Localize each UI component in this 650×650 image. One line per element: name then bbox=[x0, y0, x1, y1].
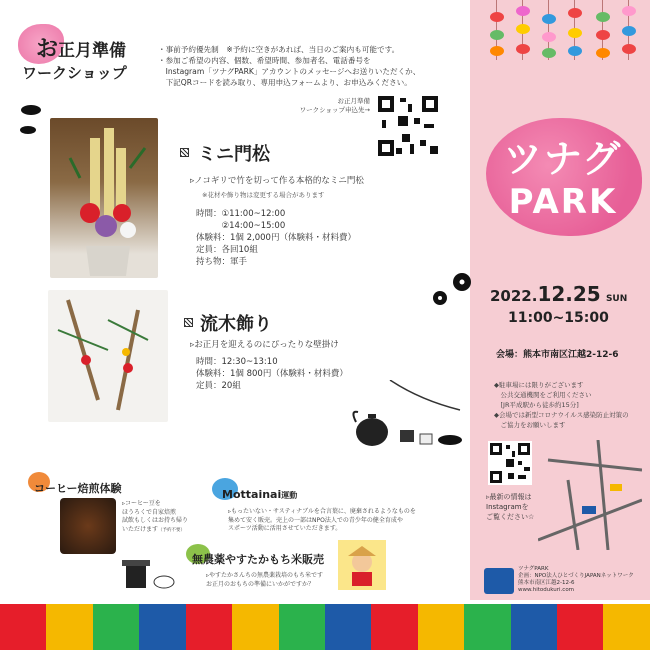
event-notes: ◆駐車場には限りがございます 公共交通機関をご利用ください [JR平成駅から徒歩約15分] ◆会場では新型コロナウイルス感染防止対策の ご協力をお願いします bbox=[494, 381, 629, 429]
coffee-photo bbox=[60, 498, 116, 554]
event-time: 11:00~15:00 bbox=[508, 310, 609, 326]
stripe-segment bbox=[603, 604, 649, 650]
instagram-note: ▹最新の情報は Instagramを ご覧ください☆ bbox=[486, 493, 535, 521]
stripe-segment bbox=[418, 604, 464, 650]
brand-title-park: PARK bbox=[508, 182, 618, 222]
coffee-desc: ▹コーヒー豆を ほうろくで自家焙煎 試飲もしくはお持ち帰り いただけます（予約不要） bbox=[122, 500, 189, 533]
stripe-segment bbox=[139, 604, 185, 650]
coffee-grinder-icon bbox=[120, 548, 180, 592]
stripe-segment bbox=[325, 604, 371, 650]
mottainai-title: Mottainai運動 bbox=[222, 488, 298, 501]
plum-flower-icon bbox=[428, 270, 478, 310]
teapot-icon bbox=[350, 380, 470, 460]
stripe-segment bbox=[557, 604, 603, 650]
stripe-segment bbox=[93, 604, 139, 650]
stripe-segment bbox=[511, 604, 557, 650]
footer-info: ツナグPARK 企画：NPO法人ひとづくりJAPANネットワーク 熊本市南区江越2-12-6 www.hitodukuri.com bbox=[518, 566, 634, 593]
rice-desc: ▹やすたかさんちの無農薬栽培のもち米です お正月のおもちの準備にいかがですか？ bbox=[206, 572, 324, 588]
ornament-icon bbox=[488, 0, 506, 60]
ornament-icon bbox=[540, 0, 558, 60]
section-marker-icon bbox=[184, 318, 193, 327]
mottainai-desc: ▹もったいない・サスティナブルを合言葉に、廃棄されるようなものを 集めて安く販売。売上の一部はNPO法人での青少年の健全育成や スポーツ活動に活用させていただきます。 bbox=[228, 508, 416, 532]
coffee-title: コーヒー焙煎体験 bbox=[34, 482, 122, 495]
section-desc-kadomatsu: ▹ノコギリで竹を切って作る本格的なミニ門松 bbox=[190, 176, 364, 186]
brand-title: ツナグ bbox=[503, 137, 623, 181]
event-venue: 会場：熊本市南区江越2-12-6 bbox=[496, 350, 619, 360]
qr-caption: お正月準備 ワークショップ申込先→ bbox=[299, 97, 370, 114]
rice-title: 無農薬やすたかもち米販売 bbox=[192, 553, 324, 566]
section-desc-driftwood: ▹お正月を迎えるのにぴったりな壁掛け bbox=[190, 340, 339, 350]
event-date: 2022.12.25 SUN bbox=[490, 282, 628, 306]
stripe-segment bbox=[371, 604, 417, 650]
section-title-driftwood: 流木飾り bbox=[200, 314, 272, 335]
ornament-icon bbox=[514, 0, 532, 60]
section-details-driftwood: 時間：12:30~13:10 体験料：1個 800円（体験料・材料費） 定員：20組 bbox=[196, 357, 348, 391]
rice-farmer-illustration bbox=[338, 540, 386, 590]
ornament-icon bbox=[566, 0, 584, 60]
stripe-segment bbox=[279, 604, 325, 650]
stripe-segment bbox=[232, 604, 278, 650]
stripe-segment bbox=[46, 604, 92, 650]
ornament-icon bbox=[620, 0, 638, 60]
ornament-icon bbox=[594, 0, 612, 60]
section-note-kadomatsu: ※花材や飾り物は変更する場合があります bbox=[202, 191, 325, 199]
page-subtitle: ワークショップ bbox=[22, 64, 127, 82]
access-map bbox=[538, 440, 642, 550]
page-title: お正月準備 bbox=[36, 37, 127, 62]
driftwood-photo bbox=[48, 290, 168, 422]
kadomatsu-photo bbox=[50, 118, 158, 278]
section-title-kadomatsu: ミニ門松 bbox=[198, 144, 270, 165]
npo-logo-icon bbox=[484, 568, 514, 594]
stripe-segment bbox=[464, 604, 510, 650]
application-qr-code[interactable] bbox=[376, 94, 440, 158]
reservation-info: ・事前予約優先制 ※予約に空きがあれば、当日のご案内も可能です。 ・参加ご希望の内容、個数、希望時間、参加者名、電話番号を Instagram「ツナグPARK」アカウントのメッセージへお送りいただくか、 下記QRコードを読み取り、専用申込フォームより、お申込みください。 bbox=[158, 45, 421, 87]
stripe-segment bbox=[0, 604, 46, 650]
instagram-qr-code[interactable] bbox=[488, 441, 532, 485]
stripe-segment bbox=[186, 604, 232, 650]
section-marker-icon bbox=[180, 148, 189, 157]
section-details-kadomatsu: 時間：①11:00~12:00 ②14:00~15:00 体験料：1個 2,000円（体験料・材料費） 定員：各回10組 持ち物：軍手 bbox=[196, 209, 356, 267]
bottom-color-stripe bbox=[0, 604, 650, 650]
cloud-icon bbox=[16, 100, 46, 140]
